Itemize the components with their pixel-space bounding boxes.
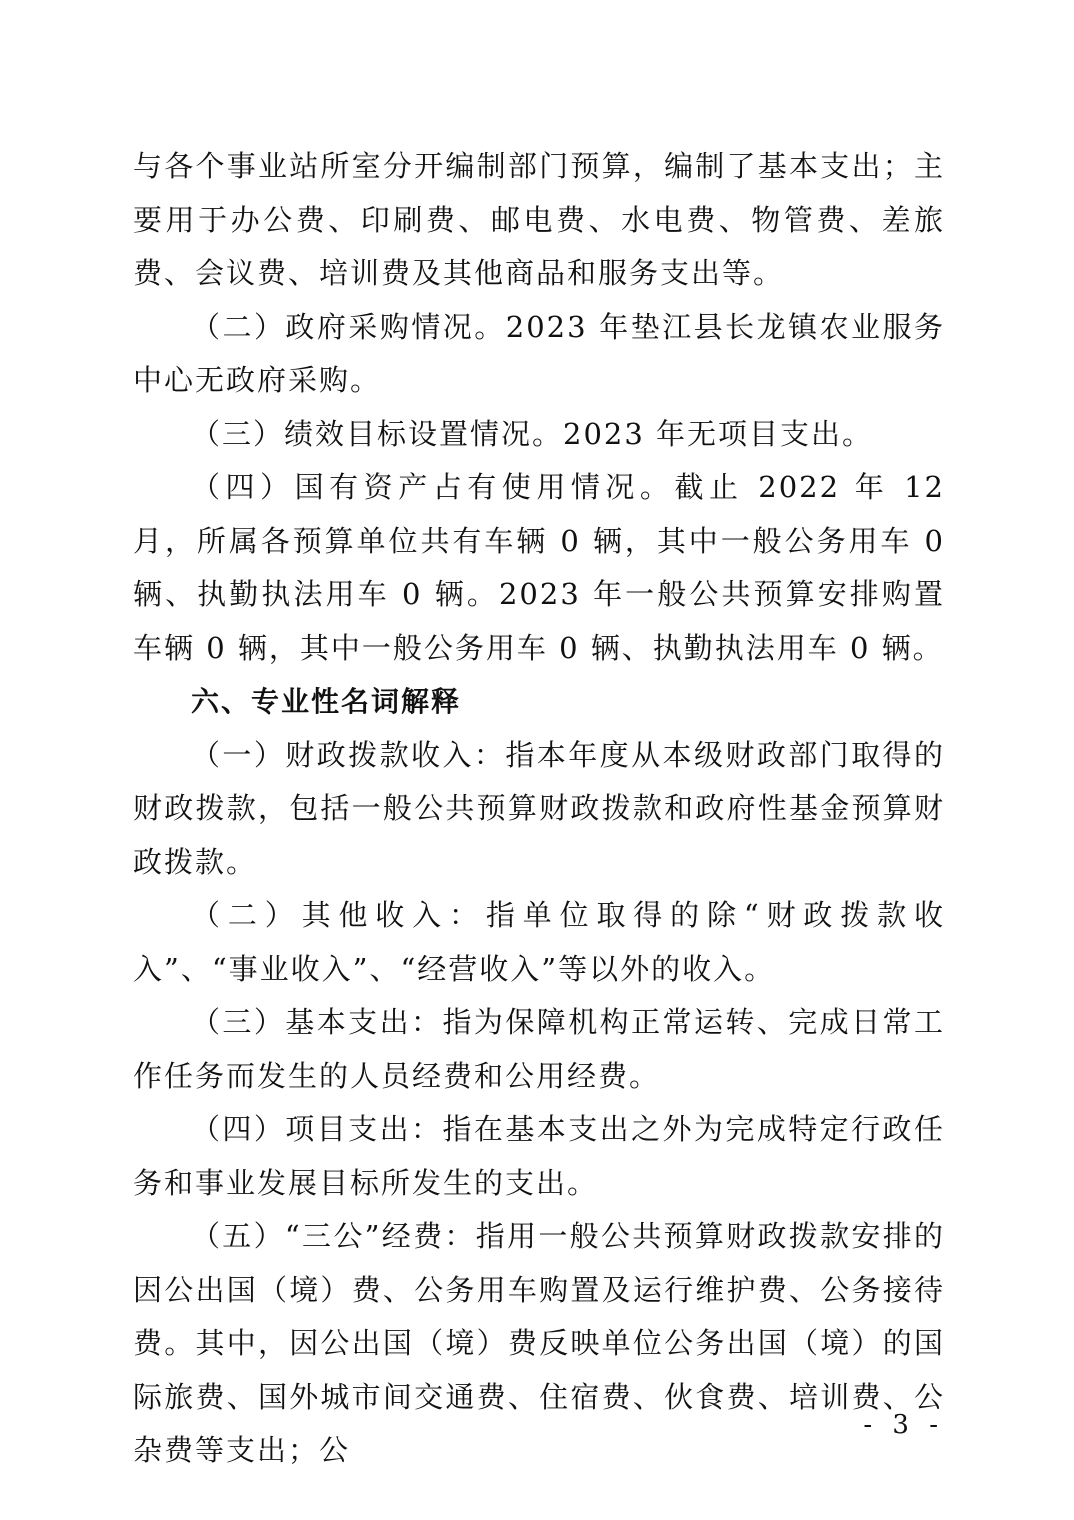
section-heading-terms: 六、专业性名词解释 <box>191 685 462 718</box>
paragraph-performance-targets: （三）绩效目标设置情况。2023 年无项目支出。 <box>191 416 874 451</box>
document-body <box>133 140 945 1478</box>
page-number: - 3 - <box>863 1410 944 1440</box>
paragraph-term-three-public-expenses: （五）“三公”经费：指用一般公共预算财政拨款安排的因公出国（境）费、公务用车购置及运行维护费、公务接待费。其中，因公出国（境）费反映单位公务出国（境）的国际旅费、国外城市间交通费、住宿费、伙食费、培训费、公杂费等支出；公 <box>133 1219 945 1467</box>
paragraph-continuation: 与各个事业站所室分开编制部门预算，编制了基本支出；主要用于办公费、印刷费、邮电费、水电费、物管费、差旅费、会议费、培训费及其他商品和服务支出等。 <box>133 149 945 290</box>
paragraph-government-procurement: （二）政府采购情况。2023 年垫江县长龙镇农业服务中心无政府采购。 <box>133 309 945 397</box>
paragraph-state-assets: （四）国有资产占有使用情况。截止 2022 年 12 月，所属各预算单位共有车辆 0 辆，其中一般公务用车 0 辆、执勤执法用车 0 辆。2023 年一般公共预算安排购置车辆 0 辆，其中一般公务用车 0 辆、执勤执法用车 0 辆。 <box>133 470 945 665</box>
paragraph-term-basic-expenditure: （三）基本支出：指为保障机构正常运转、完成日常工作任务而发生的人员经费和公用经费。 <box>133 1005 945 1093</box>
paragraph-term-other-income: （二）其他收入：指单位取得的除“财政拨款收入”、“事业收入”、“经营收入”等以外的收入。 <box>133 898 945 986</box>
paragraph-term-project-expenditure: （四）项目支出：指在基本支出之外为完成特定行政任务和事业发展目标所发生的支出。 <box>133 1112 945 1200</box>
paragraph-term-fiscal-appropriation: （一）财政拨款收入：指本年度从本级财政部门取得的财政拨款，包括一般公共预算财政拨款和政府性基金预算财政拨款。 <box>133 737 945 879</box>
